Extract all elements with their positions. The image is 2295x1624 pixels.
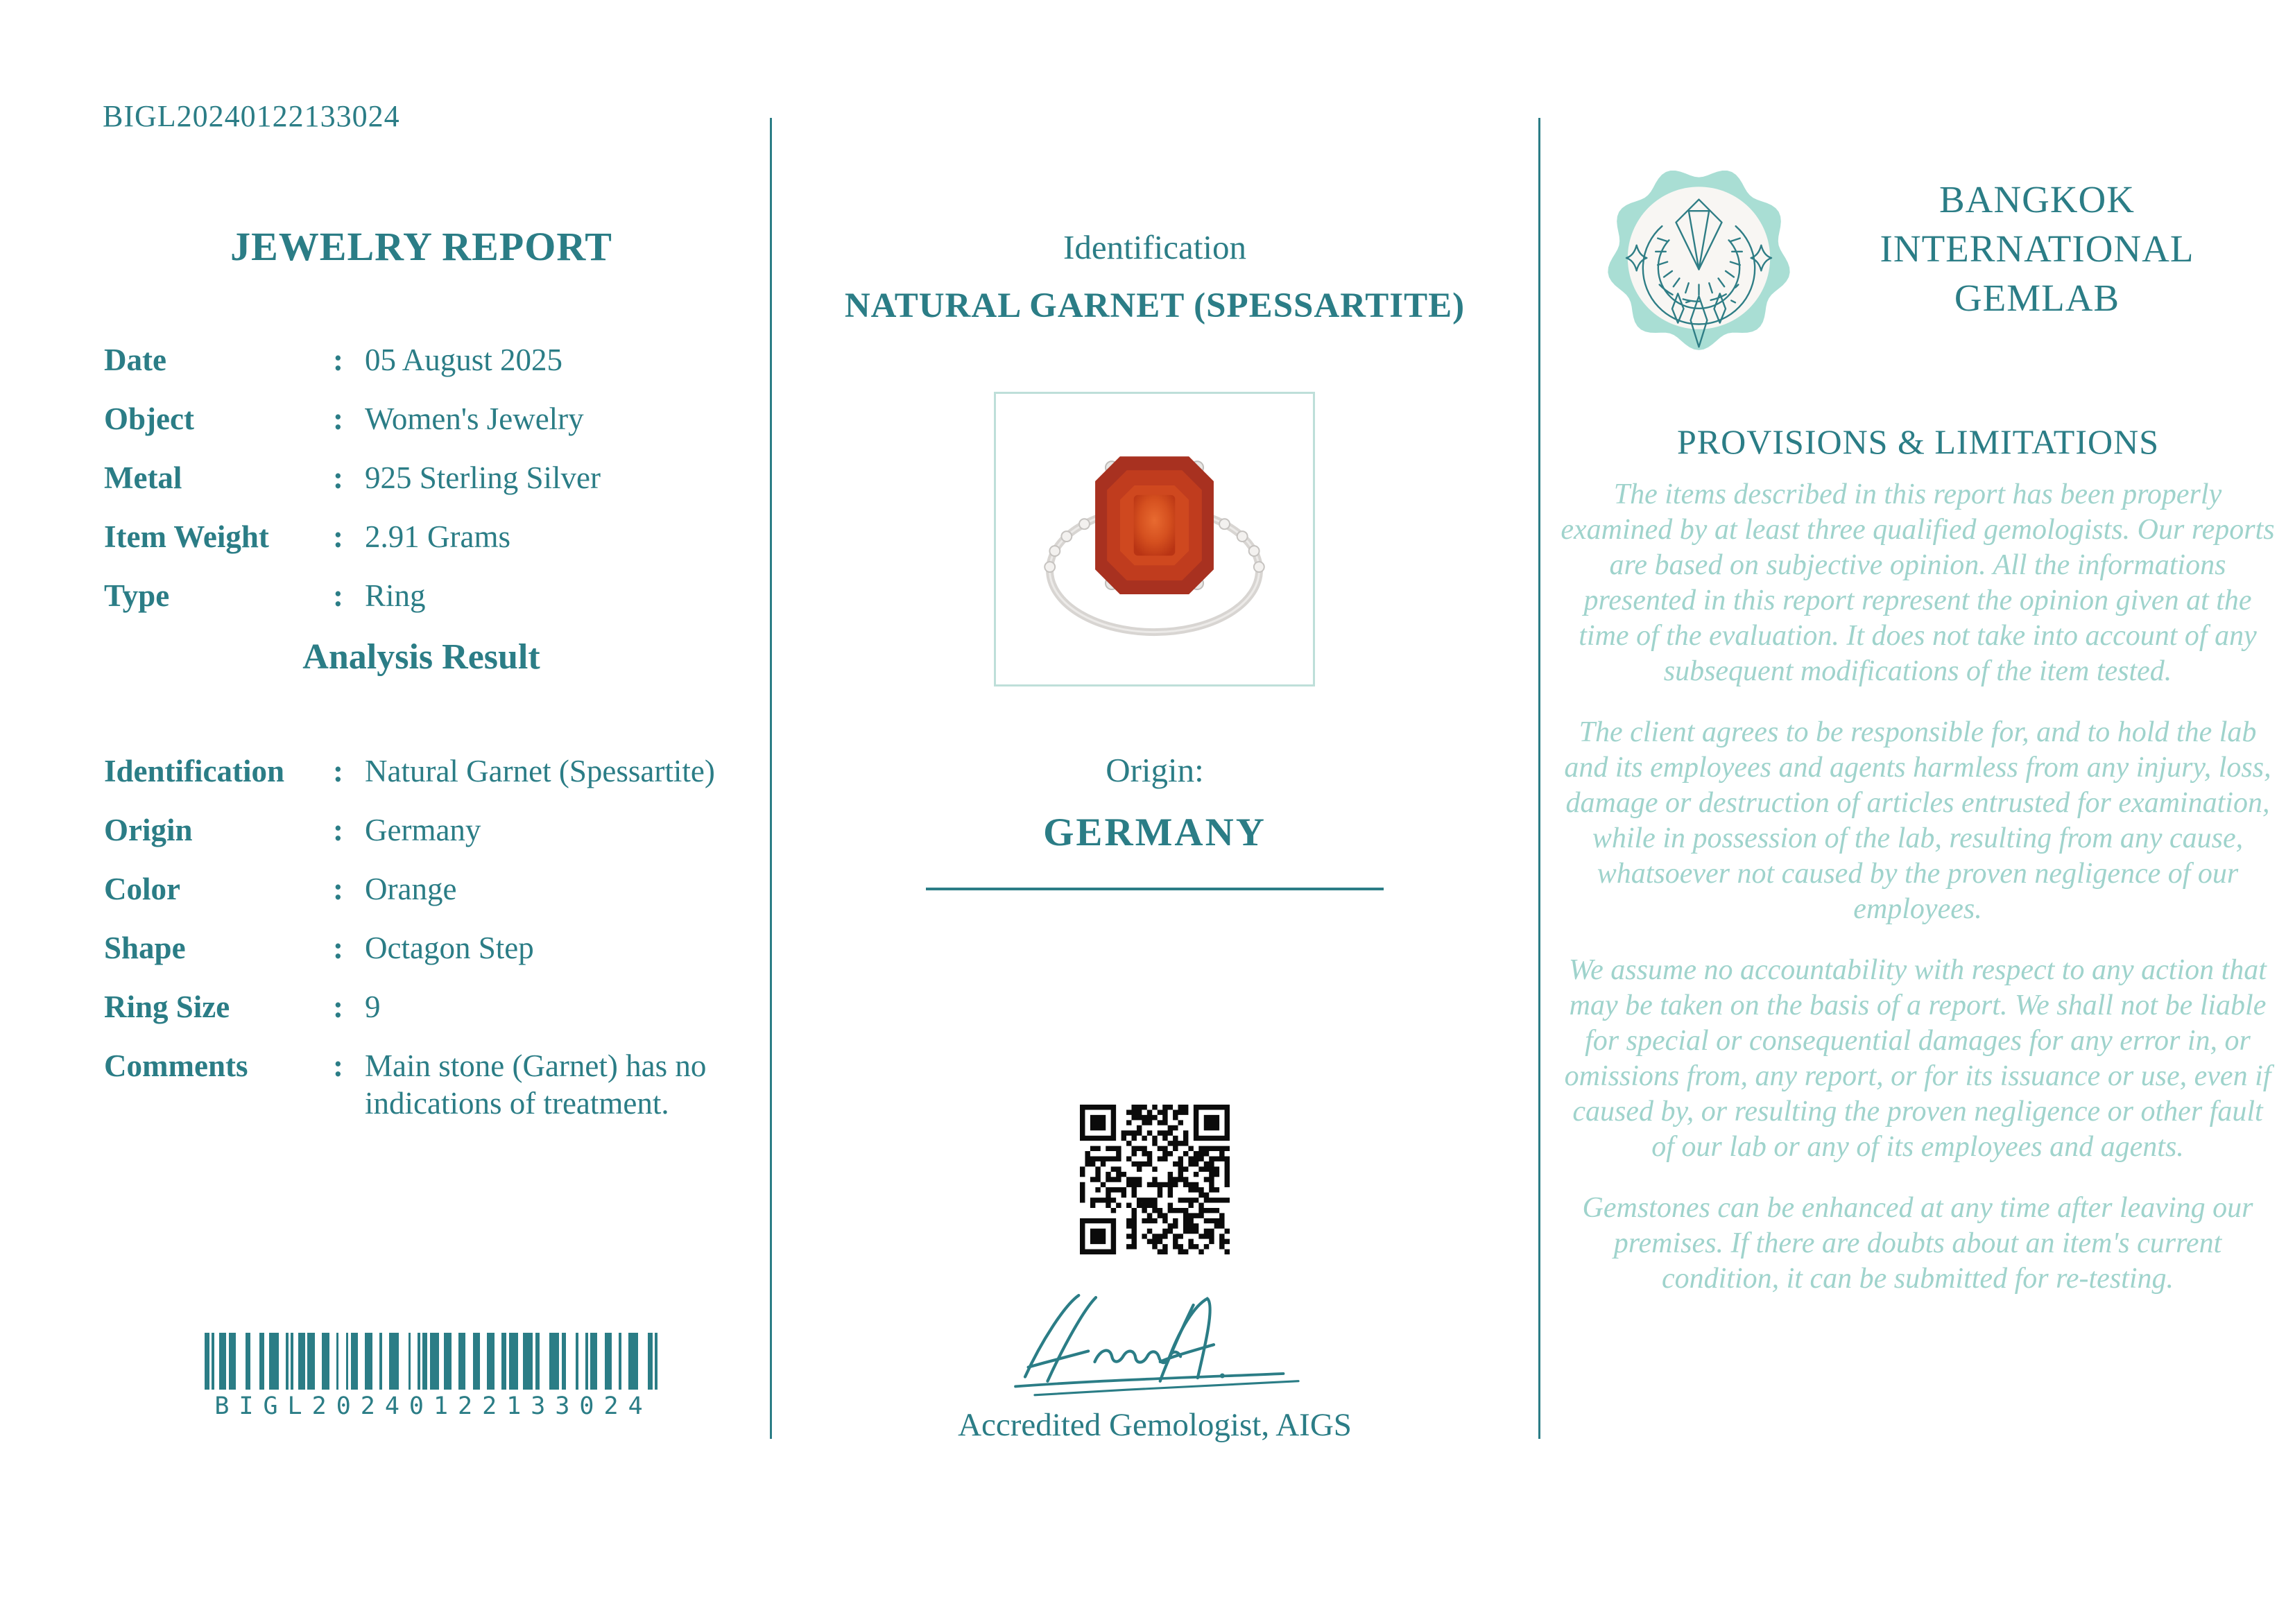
gemologist-title: Accredited Gemologist, AIGS [958,1407,1352,1443]
column-divider-right [1538,118,1540,1439]
provisions-paragraph: We assume no accountability with respect to any action that may be taken on the basis of a report. We shall not be liable for special or consequential damages for any error in, or omissions from, any report, or for its issuance or use, even if caused by, or resulting the proven negligence or other fault of our lab or any of its employees and agents. [1564,954,2271,1163]
field-value: Main stone (Garnet) has no indications of treatment. [365,1048,707,1121]
field-colon: : [333,401,343,436]
field-value: Ring [365,578,426,613]
gemologist-signature [936,1281,1373,1399]
report-id: BIGL20240122133024 [103,99,400,133]
field-label: Ring Size [104,990,230,1024]
field-row-identification [104,752,749,811]
origin-heading: Origin: [1106,751,1204,789]
field-row-shape [104,929,749,988]
qr-code [1080,1105,1230,1254]
lab-name-line: GEMLAB [1954,277,2120,319]
right-panel [1541,0,2295,1624]
analysis-fields [104,752,749,1122]
field-colon: : [333,343,343,377]
analysis-result-title: Analysis Result [302,637,540,677]
field-value: Germany [365,813,481,847]
field-colon: : [333,1048,343,1083]
field-value: Orange [365,872,457,906]
barcode-text: BIGL20240122133024 [214,1392,653,1420]
ring-photo [996,394,1313,684]
field-value: 925 Sterling Silver [365,460,601,495]
jewelry-photo-frame [994,392,1315,686]
barcode-image [205,1333,662,1390]
item-fields [104,341,749,636]
field-colon: : [333,519,343,554]
divider-line [926,888,1384,890]
field-label: Identification [104,754,285,788]
field-row-comments [104,1047,749,1122]
field-label: Object [104,401,194,436]
origin-value: GERMANY [1043,811,1266,854]
gem-identification-value: NATURAL GARNET (SPESSARTITE) [844,286,1465,325]
field-value: Natural Garnet (Spessartite) [365,754,715,788]
field-colon: : [333,754,343,788]
field-colon: : [333,578,343,613]
field-value: 05 August 2025 [365,343,563,377]
provisions-text [1561,477,2275,1322]
lab-name-line: INTERNATIONAL [1880,227,2194,270]
field-label: Shape [104,931,186,965]
field-colon: : [333,931,343,965]
field-label: Comments [104,1048,248,1083]
field-label: Item Weight [104,519,269,554]
gemlab-logo [1604,161,1794,355]
field-row-date [104,341,749,400]
field-label: Origin [104,813,193,847]
field-label: Date [104,343,166,377]
field-value: Octagon Step [365,931,534,965]
qr-code-image [1080,1105,1230,1254]
field-row-ring-size [104,988,749,1047]
identification-heading: Identification [1063,228,1246,266]
field-row-type [104,577,749,636]
field-row-item-weight [104,518,749,577]
field-colon: : [333,872,343,906]
field-label: Color [104,872,180,906]
field-colon: : [333,813,343,847]
field-row-origin [104,811,749,870]
page-title: JEWELRY REPORT [230,224,612,269]
column-divider-left [770,118,772,1439]
center-panel [777,0,1533,1624]
field-value: 2.91 Grams [365,519,510,554]
provisions-paragraph: The items described in this report has been properly examined by at least three qualified gemologists. Our reports are based on subjective opinion. All the informations presented in this report represent the opinion given at the time of the evaluation. It does not take into account of any subsequent modifications of the item tested. [1561,478,2275,687]
field-label: Type [104,578,170,613]
provisions-paragraph: Gemstones can be enhanced at any time after leaving our premises. If there are doubts about an item's current condition, it can be submitted for re-testing. [1582,1192,2253,1295]
lab-name [1791,175,2283,322]
garnet-stone [1095,456,1214,594]
field-value: 9 [365,990,381,1024]
field-row-metal [104,459,749,518]
field-label: Metal [104,460,182,495]
provisions-paragraph: The client agrees to be responsible for, and to hold the lab and its employees and agents harmless from any injury, loss, damage or destruction of articles entrusted for examination, while in possession of the lab, resulting from any cause, whatsoever not caused by the proven negligence of our employees. [1564,716,2271,925]
field-colon: : [333,990,343,1024]
field-row-color [104,870,749,929]
lab-name-line: BANGKOK [1939,178,2135,221]
field-colon: : [333,460,343,495]
field-row-object [104,400,749,459]
provisions-title: PROVISIONS & LIMITATIONS [1676,422,2160,461]
field-value: Women's Jewelry [365,401,584,436]
